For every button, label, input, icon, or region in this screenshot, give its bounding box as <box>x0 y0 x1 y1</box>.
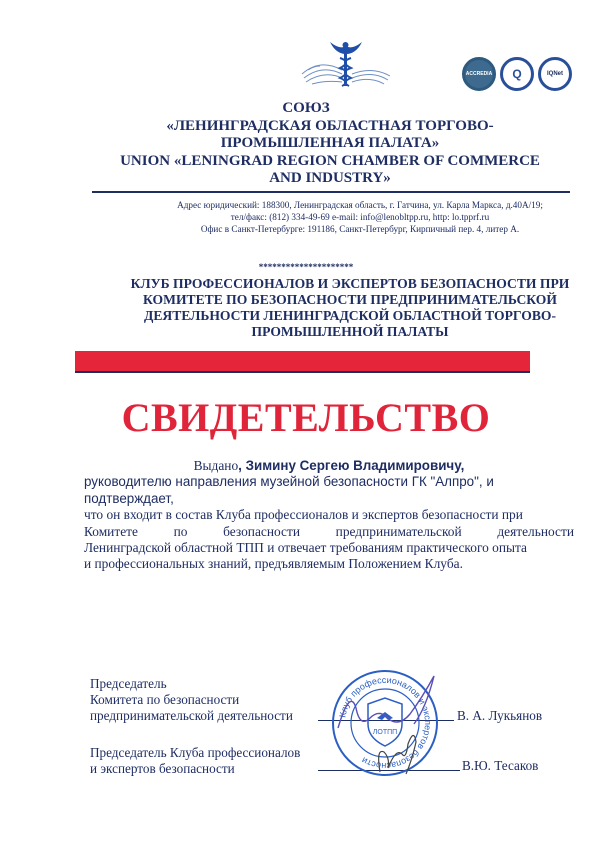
body-line-3: Комитете по безопасности предпринимательской деятельности <box>84 523 574 539</box>
signatory-title-line: Председатель Клуба профессионалов <box>90 745 301 760</box>
signatory-name-2: В.Ю. Тесаков <box>462 758 539 773</box>
certificate-body <box>84 458 574 573</box>
header-org-name-en: UNION «LENINGRAD REGION CHAMBER OF COMMERCE AND INDUSTRY» <box>120 153 540 186</box>
stars-separator: ********************* <box>258 262 354 272</box>
red-banner <box>75 351 530 373</box>
office-address: Офис в Санкт-Петербурге: 191186, Санкт-Петербург, Кирпичный пер. 4, литер А. <box>200 224 520 234</box>
header-union-label: СОЮЗ <box>282 100 330 116</box>
body-line-2: что он входит в состав Клуба профессионалов и экспертов безопасности при <box>84 507 523 523</box>
signatory-title-line: предпринимательской деятельности <box>90 708 293 723</box>
signature-block-2 <box>90 745 300 777</box>
body-line-1: руководителю направления музейной безопасности ГК "Алпро", и подтверждает, <box>84 474 494 506</box>
club-title: КЛУБ ПРОФЕССИОНАЛОВ И ЭКСПЕРТОВ БЕЗОПАСНОСТИ ПРИ КОМИТЕТЕ ПО БЕЗОПАСНОСТИ ПРЕДПРИНИМАТЕЛЬСКОЙ ДЕЯТЕЛЬНОСТИ ЛЕНИНГРАДСКОЙ ОБЛАСТНОЙ ТОРГОВО-ПРОМЫШЛЕННОЙ ПАЛАТЫ <box>130 276 570 339</box>
recipient-name: , Зимину Сергею Владимировичу, <box>238 458 465 473</box>
address-block <box>130 199 590 235</box>
official-stamp <box>330 668 440 778</box>
contact-info: тел/факс: (812) 334-49-69 e-mail: info@lenobltpp.ru, http: lo.tpprf.ru <box>230 212 490 222</box>
chamber-logo <box>290 36 400 94</box>
body-line-4: Ленинградской областной ТПП и отвечает требованиям практического опыта <box>84 540 527 556</box>
iqnet-badge-icon: IQNet <box>538 57 572 91</box>
signatory-name-1: В. А. Лукьянов <box>457 708 543 723</box>
signatory-title-line: Комитета по безопасности <box>90 692 240 707</box>
header-divider <box>92 191 570 193</box>
certificate-title: СВИДЕТЕЛЬСТВО <box>121 395 491 440</box>
body-line-5: и профессиональных знаний, предъявляемым Положением Клуба. <box>84 556 463 572</box>
stamp-icon <box>330 668 440 778</box>
stamp-center-text: ЛОТПП <box>372 729 398 736</box>
accredia-badge-icon: ACCREDIA <box>462 57 496 91</box>
signature-block-1 <box>90 676 293 724</box>
header-org-name-ru: «ЛЕНИНГРАДСКАЯ ОБЛАСТНАЯ ТОРГОВО-ПРОМЫШЛЕННАЯ ПАЛАТА» <box>166 118 494 151</box>
issued-prefix: Выдано <box>193 458 239 473</box>
caduceus-globe-icon <box>290 36 400 94</box>
iqnet-certification-badge-icon: Q <box>500 57 534 91</box>
issued-to-line <box>84 458 574 474</box>
stamp-ring-text: Клуб профессионалов и экспертов безопасности <box>337 674 434 772</box>
signatory-title-line: Председатель <box>90 676 167 691</box>
certification-badges <box>462 56 572 92</box>
signatory-title-line: и экспертов безопасности <box>90 761 235 776</box>
legal-address: Адрес юридический: 188300, Ленинградская область, г. Гатчина, ул. Карла Маркса, д.40А/19; <box>177 200 543 210</box>
